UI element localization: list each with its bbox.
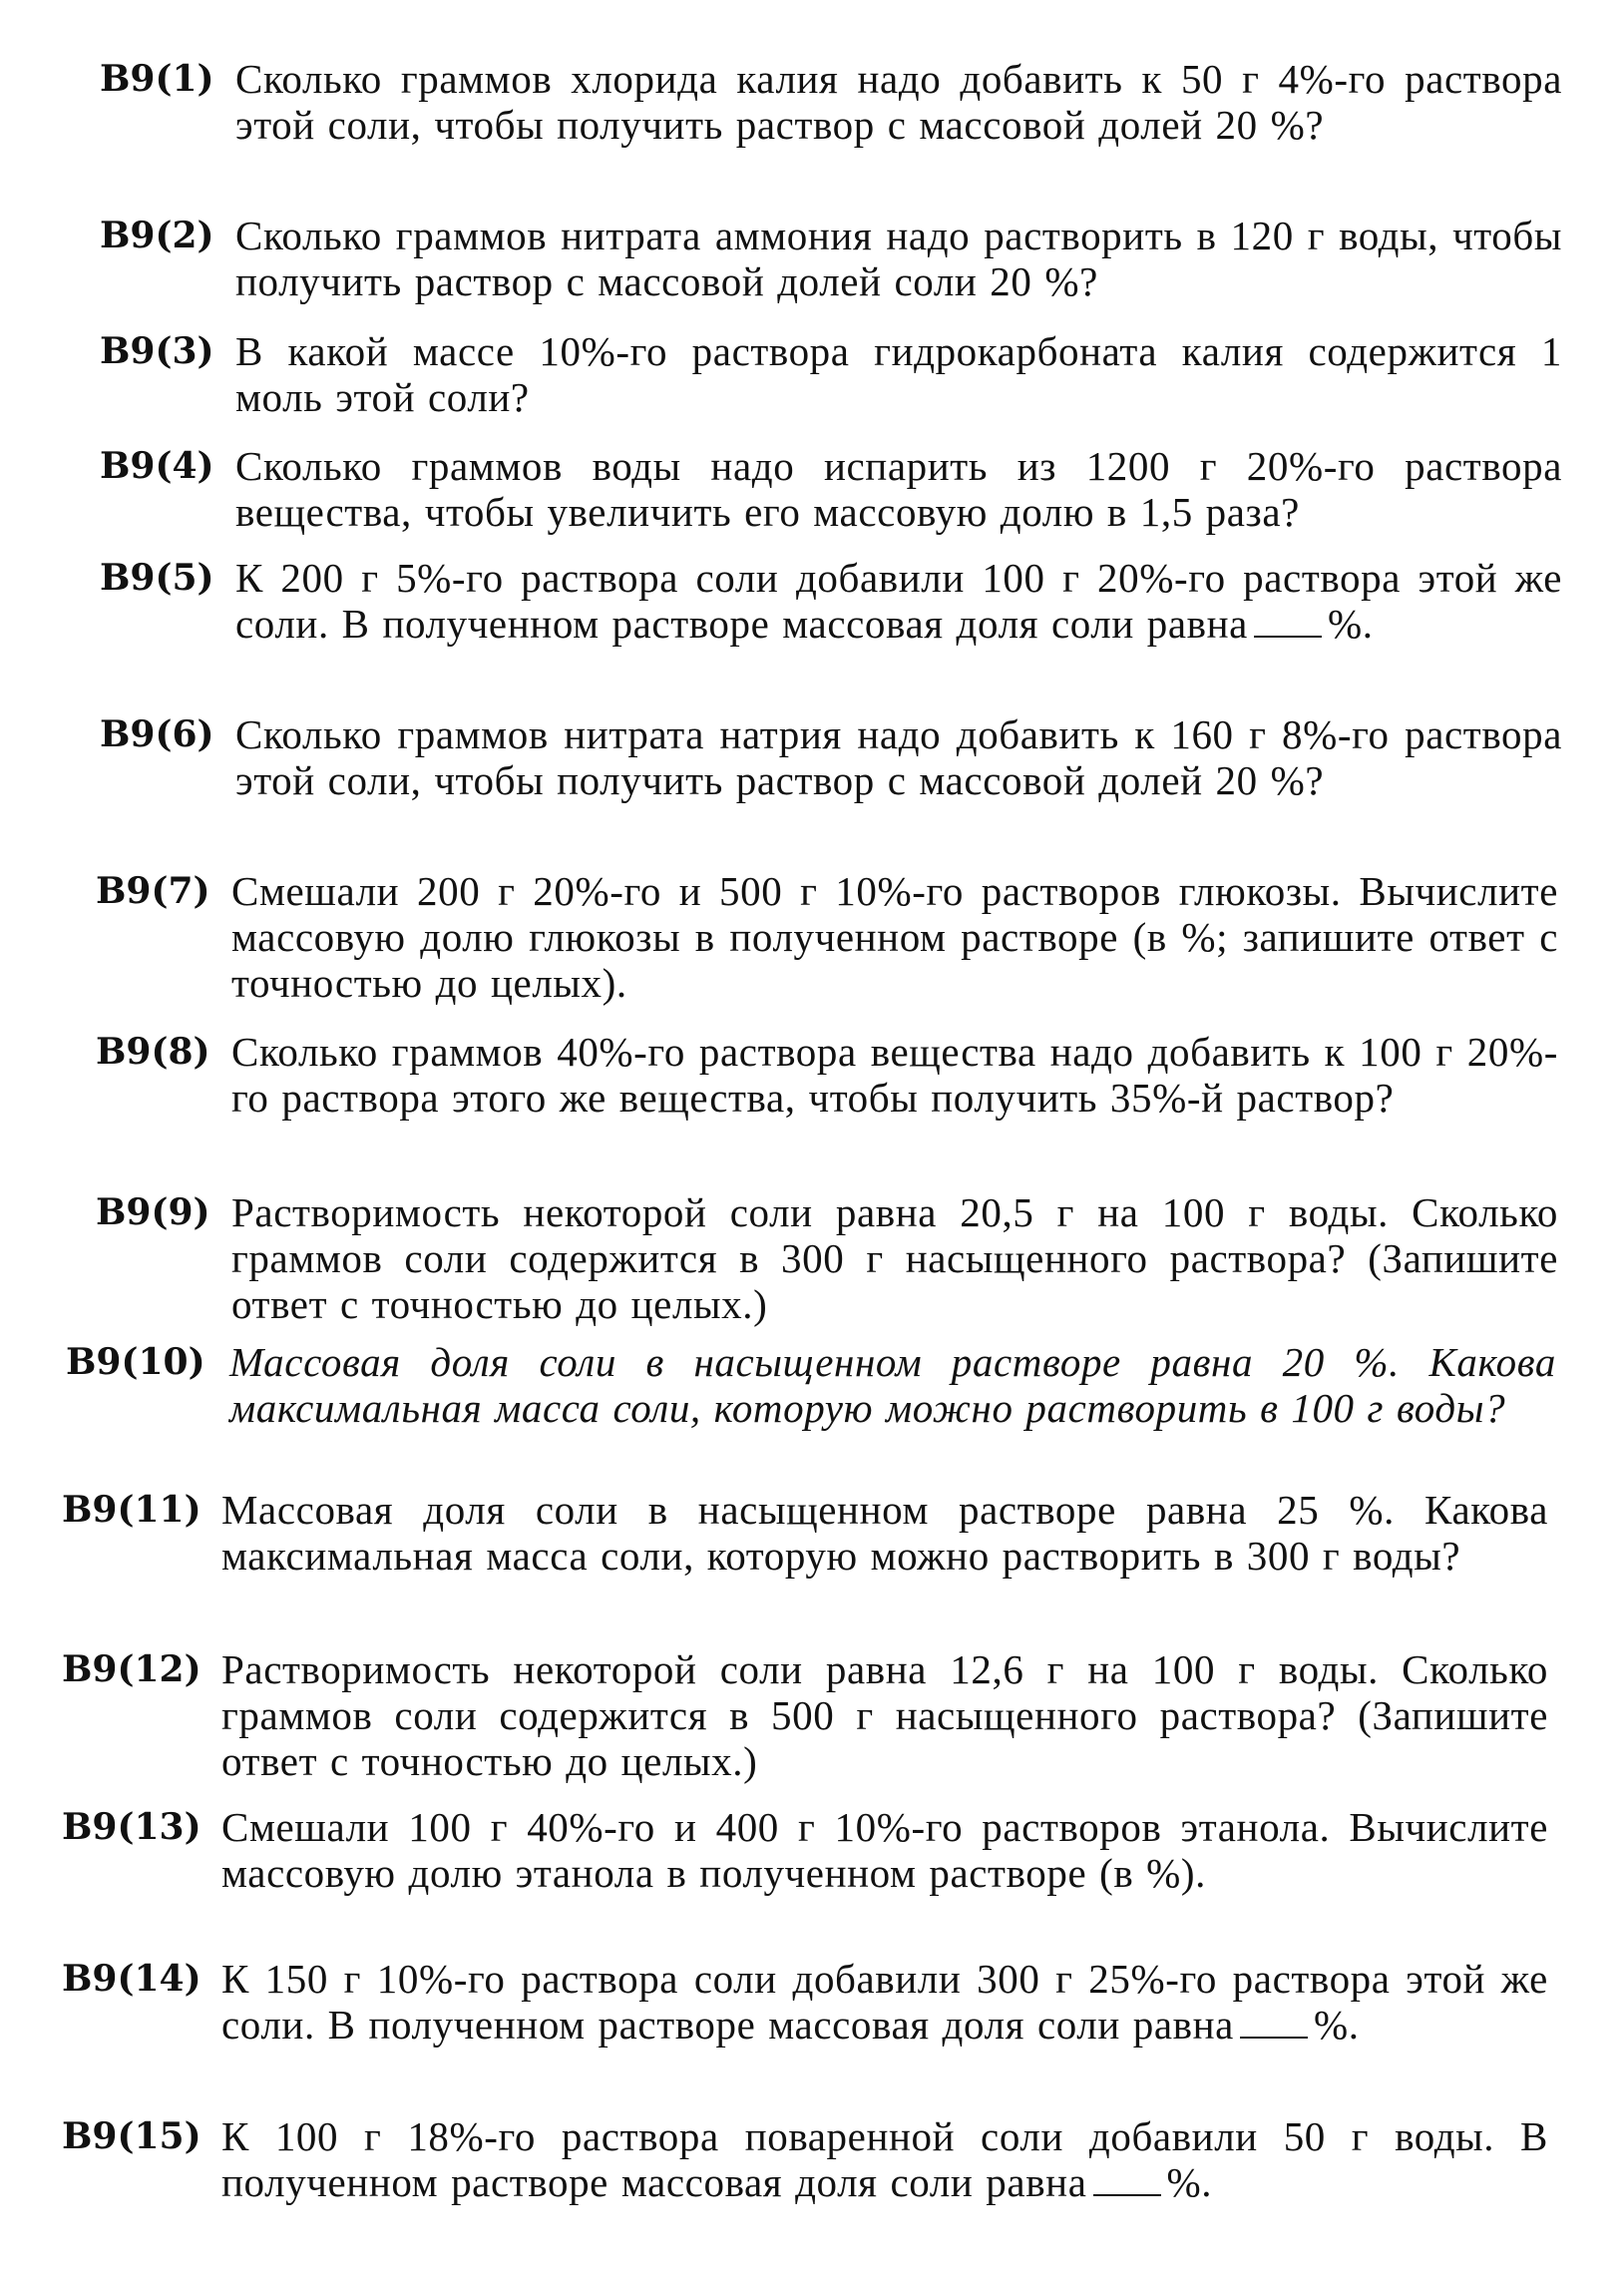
problem-text-suffix: %. — [1313, 2002, 1360, 2048]
problem-text: Сколько граммов воды надо испарить из 1200 г 20%-го раствора вещества, чтобы увеличить его массовую долю в 1,5 раза? — [235, 443, 1562, 535]
problem-text — [235, 555, 1562, 647]
problem-label: B9(4) — [100, 445, 214, 487]
problem-label: B9(8) — [96, 1031, 210, 1073]
problem-label: B9(9) — [96, 1191, 210, 1233]
answer-blank[interactable] — [1240, 2007, 1308, 2039]
problem-label: B9(7) — [96, 870, 210, 912]
problem-label: B9(13) — [62, 1806, 202, 1848]
problem-text: Смешали 100 г 40%-го и 400 г 10%-го растворов этанола. Вычислите массовую долю этанола в полученном растворе (в %). — [221, 1804, 1548, 1896]
problem-text: Массовая доля соли в насыщенном растворе равна 25 %. Какова максимальная масса соли, которую можно растворить в 300 г воды? — [221, 1487, 1548, 1579]
problem-text — [221, 1956, 1548, 2048]
problem-text: Сколько граммов хлорида калия надо добавить к 50 г 4%-го раствора этой соли, чтобы получить раствор с массовой долей 20 %? — [235, 56, 1562, 148]
problem-text: Растворимость некоторой соли равна 12,6 г на 100 г воды. Сколько граммов соли содержится в 500 г насыщенного раствора? (Запишите ответ с точностью до целых.) — [221, 1646, 1548, 1784]
problem-text-suffix: %. — [1166, 2159, 1213, 2205]
problem-label: B9(10) — [66, 1341, 205, 1383]
problem-label: B9(15) — [62, 2115, 202, 2157]
problem-text: Растворимость некоторой соли равна 20,5 г на 100 г воды. Сколько граммов соли содержится в 300 г насыщенного раствора? (Запишите ответ с точностью до целых.) — [231, 1189, 1558, 1327]
problem-text: В какой массе 10%-го раствора гидрокарбоната калия содержится 1 моль этой соли? — [235, 328, 1562, 420]
answer-blank[interactable] — [1093, 2164, 1161, 2196]
problem-text-main: К 150 г 10%-го раствора соли добавили 300 г 25%-го раствора этой же соли. В полученном растворе массовая доля соли равна — [221, 1956, 1548, 2048]
problem-label: B9(1) — [100, 58, 214, 100]
problem-label: B9(5) — [100, 557, 214, 599]
problem-text: Массовая доля соли в насыщенном растворе равна 20 %. Какова максимальная масса соли, которую можно растворить в 100 г воды? — [229, 1339, 1556, 1431]
problem-label: B9(11) — [62, 1489, 202, 1531]
problem-text: Сколько граммов нитрата аммония надо растворить в 120 г воды, чтобы получить раствор с массовой долей соли 20 %? — [235, 213, 1562, 304]
problem-text-main: К 100 г 18%-го раствора поваренной соли добавили 50 г воды. В полученном растворе массовая доля соли равна — [221, 2113, 1548, 2205]
problem-text: Сколько граммов 40%-го раствора вещества надо добавить к 100 г 20%-го раствора этого же вещества, чтобы получить 35%-й раствор? — [231, 1029, 1558, 1121]
problem-text: Смешали 200 г 20%-го и 500 г 10%-го растворов глюкозы. Вычислите массовую долю глюкозы в полученном растворе (в %; запишите ответ с точностью до целых). — [231, 868, 1558, 1006]
problem-text — [221, 2113, 1548, 2205]
problem-text-main: К 200 г 5%-го раствора соли добавили 100 г 20%-го раствора этой же соли. В полученном растворе массовая доля соли равна — [235, 555, 1562, 647]
problem-label: B9(3) — [100, 330, 214, 372]
problem-text-suffix: %. — [1327, 601, 1374, 647]
answer-blank[interactable] — [1254, 606, 1322, 638]
problem-label: B9(6) — [100, 713, 214, 755]
problem-text: Сколько граммов нитрата натрия надо добавить к 160 г 8%-го раствора этой соли, чтобы получить раствор с массовой долей 20 %? — [235, 711, 1562, 803]
problem-label: B9(14) — [62, 1958, 202, 2000]
problem-label: B9(2) — [100, 215, 214, 256]
problem-label: B9(12) — [62, 1648, 202, 1690]
